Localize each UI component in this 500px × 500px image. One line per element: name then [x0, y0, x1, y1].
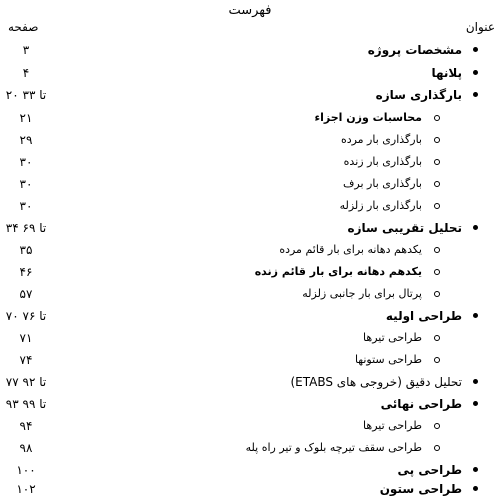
toc-subentry	[0, 107, 500, 129]
toc-subentry	[0, 195, 500, 217]
toc-entry-label: بارگذاری بار زلزله	[339, 199, 422, 212]
toc-subentry	[0, 261, 500, 283]
toc-entry-page: ۴۶	[19, 265, 33, 279]
circle-bullet-icon	[434, 247, 440, 253]
toc-entry-page: ۱۰۰	[16, 463, 36, 477]
toc-entry-page: ۳۴ تا ۶۹	[5, 221, 47, 235]
toc-entry-label: طراحی ستونها	[354, 353, 422, 366]
toc-entry	[0, 371, 500, 393]
toc-entry-label: طراحی تیرها	[363, 331, 422, 344]
circle-bullet-icon	[434, 291, 440, 297]
bullet-icon	[473, 486, 478, 491]
bullet-icon	[473, 313, 478, 318]
toc-entry-label: طراحی ستون	[379, 482, 462, 496]
toc-entry-page: ۴	[22, 66, 30, 80]
toc-subentry	[0, 327, 500, 349]
circle-bullet-icon	[434, 181, 440, 187]
toc-entry-page: ۹۳ تا ۹۹	[5, 397, 47, 411]
toc-entry-label: تحلیل تقریبی سازه	[347, 221, 462, 235]
bullet-icon	[473, 401, 478, 406]
toc-entry-label: بارگذاری بار برف	[343, 177, 422, 190]
toc-entry	[0, 305, 500, 327]
toc-entry-page: ۲۱	[19, 111, 33, 125]
bullet-icon	[473, 92, 478, 97]
column-header-topic: عنوان	[465, 20, 495, 34]
toc-entry-label: پرتال برای بار جانبی زلزله	[302, 287, 422, 300]
toc-entry-label: طراحی نهائی	[380, 397, 462, 411]
bullet-icon	[473, 225, 478, 230]
circle-bullet-icon	[434, 137, 440, 143]
toc-entry	[0, 84, 500, 106]
toc-entry-page: ۱۰۲	[16, 482, 36, 496]
column-header-page: صفحه	[8, 20, 39, 34]
circle-bullet-icon	[434, 115, 440, 121]
toc-entry-page: ۳۵	[19, 243, 33, 257]
toc-entry-page: ۲۹	[19, 133, 33, 147]
toc-entry-label: تحلیل دقیق (خروجی های ETABS)	[290, 375, 462, 389]
toc-entry-page: ۳۰	[19, 199, 33, 213]
toc-subentry	[0, 283, 500, 305]
circle-bullet-icon	[434, 357, 440, 363]
toc-entry	[0, 39, 500, 61]
circle-bullet-icon	[434, 445, 440, 451]
toc-entry-label: طراحی پی	[397, 463, 462, 477]
toc-subentry	[0, 151, 500, 173]
toc-subentry	[0, 129, 500, 151]
bullet-icon	[473, 467, 478, 472]
toc-entry-page: ۳	[22, 43, 30, 57]
toc-subentry	[0, 173, 500, 195]
bullet-icon	[473, 47, 478, 52]
toc-entry-label: طراحی تیرها	[363, 419, 422, 432]
toc-subentry	[0, 349, 500, 371]
circle-bullet-icon	[434, 159, 440, 165]
toc-entry-label: مشخصات پروژه	[367, 43, 462, 57]
toc-entry-label: محاسبات وزن اجزاء	[314, 111, 422, 124]
toc-title: فهرست	[228, 3, 272, 18]
toc-entry-label: بارگذاری بار زنده	[343, 155, 422, 168]
toc-subentry	[0, 415, 500, 437]
circle-bullet-icon	[434, 335, 440, 341]
toc-entry-label: طراحی سقف تیرچه بلوک و تیر راه پله	[245, 441, 422, 454]
bullet-icon	[473, 70, 478, 75]
toc-entry-page: ۷۴	[19, 353, 33, 367]
toc-entry-label: بارگذاری سازه	[375, 88, 462, 102]
toc-entry	[0, 217, 500, 239]
bullet-icon	[473, 379, 478, 384]
toc-subentry	[0, 239, 500, 261]
circle-bullet-icon	[434, 203, 440, 209]
toc-entry	[0, 478, 500, 500]
toc-entry-page: ۲۰ تا ۳۳	[5, 88, 47, 102]
toc-entry-label: پلانها	[431, 66, 462, 80]
toc-entry-page: ۷۰ تا ۷۶	[5, 309, 47, 323]
toc-subentry	[0, 437, 500, 459]
toc-entry-page: ۵۷	[19, 287, 33, 301]
toc-entry-page: ۳۰	[19, 177, 33, 191]
toc-entry-label: بارگذاری بار مرده	[340, 133, 422, 146]
toc-entry-page: ۹۸	[19, 441, 33, 455]
toc-entry	[0, 393, 500, 415]
toc-entry-page: ۷۱	[19, 331, 33, 345]
circle-bullet-icon	[434, 269, 440, 275]
toc-entry-label: طراحی اولیه	[385, 309, 462, 323]
toc-entry	[0, 62, 500, 84]
circle-bullet-icon	[434, 423, 440, 429]
toc-entry-label: یکدهم دهانه برای بار قائم زنده	[254, 265, 422, 278]
toc-entry-label: یکدهم دهانه برای بار قائم مرده	[279, 243, 422, 256]
toc-entry-page: ۳۰	[19, 155, 33, 169]
toc-entry-page: ۹۴	[19, 419, 33, 433]
toc-entry-page: ۷۷ تا ۹۲	[5, 375, 47, 389]
